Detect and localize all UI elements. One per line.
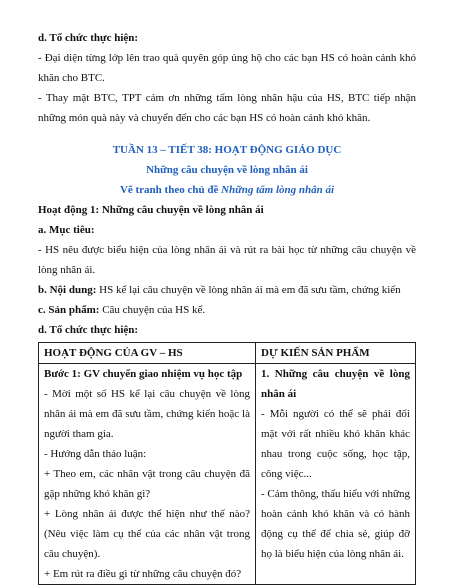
- lesson-title: TUẦN 13 – TIẾT 38: HOẠT ĐỘNG GIÁO DỤC: [112, 144, 342, 156]
- document-content: [38, 28, 416, 585]
- activity-title: Hoạt động 1: Những câu chuyện về lòng nhân ái: [38, 204, 264, 216]
- list-item: + Lòng nhân ái được thể hiện như thế nào? (Nêu việc làm cụ thể của các nhân vật trong câu chuyện).: [44, 508, 250, 560]
- product-label: c. Sản phẩm:: [38, 304, 100, 316]
- organization-label: d. Tổ chức thực hiện:: [38, 324, 139, 336]
- step-heading: Bước 1: GV chuyển giao nhiệm vụ học tập: [44, 368, 243, 380]
- content-text: HS kể lại câu chuyện về lòng nhân ái mà em đã sưu tầm, chứng kiến: [96, 284, 401, 296]
- table-header-row: [39, 343, 416, 364]
- list-item: - Mời một số HS kể lại câu chuyện về lòng nhân ái mà em đã sưu tầm, chứng kiến hoặc là người tham gia.: [44, 388, 250, 440]
- product-text: Câu chuyện của HS kể.: [99, 304, 206, 316]
- table-row: [39, 364, 416, 585]
- product-heading: 1. Những câu chuyện về lòng nhân ái: [261, 368, 410, 400]
- table-cell-products: [256, 364, 416, 585]
- objective-label: a. Mục tiêu:: [38, 224, 95, 236]
- spacer: [38, 128, 416, 140]
- list-item: - Cảm thông, thấu hiểu với những hoàn cảnh khó khăn và có hành động cụ thể để chia sẻ, giúp đỡ họ là biểu hiện của lòng nhân ái.: [261, 488, 410, 560]
- paragraph: - Thay mặt BTC, TPT cảm ơn những tấm lòng nhân hậu của HS, BTC tiếp nhận những món quà này và chuyển đến cho các bạn HS có hoàn cảnh khó khăn.: [38, 92, 416, 124]
- section-d-heading: d. Tổ chức thực hiện:: [38, 32, 139, 44]
- lesson-subtopic: [38, 180, 416, 200]
- activity-table: [38, 342, 416, 585]
- list-item: + Theo em, các nhân vật trong câu chuyện đã gặp những khó khăn gì?: [44, 468, 250, 500]
- content-label: b. Nội dung:: [38, 284, 97, 296]
- list-item: - Hướng dẫn thảo luận:: [44, 448, 147, 460]
- content-line: [38, 280, 416, 300]
- objective-text: - HS nêu được biểu hiện của lòng nhân ái và rút ra bài học từ những câu chuyện về lòng nhân ái.: [38, 244, 416, 276]
- table-header-expected-product: DỰ KIẾN SẢN PHẨM: [256, 343, 416, 364]
- list-item: - Mỗi người có thể sẽ phải đối mặt với rất nhiều khó khăn khác nhau trong cuộc sống, học tập, công việc...: [261, 408, 410, 480]
- table-header-teacher-student: HOẠT ĐỘNG CỦA GV – HS: [39, 343, 256, 364]
- lesson-topic: Những câu chuyện về lòng nhân ái: [146, 164, 308, 176]
- subtopic-prefix: Vẽ tranh theo chủ đề: [119, 184, 222, 196]
- table-cell-activities: [39, 364, 256, 585]
- subtopic-theme: Những tấm lòng nhân ái: [221, 184, 335, 196]
- product-line: [38, 300, 416, 320]
- list-item: + Em rút ra điều gì từ những câu chuyện đó?: [44, 568, 242, 580]
- paragraph: - Đại diện từng lớp lên trao quà quyên góp ủng hộ cho các bạn HS có hoàn cảnh khó khăn cho BTC.: [38, 52, 416, 84]
